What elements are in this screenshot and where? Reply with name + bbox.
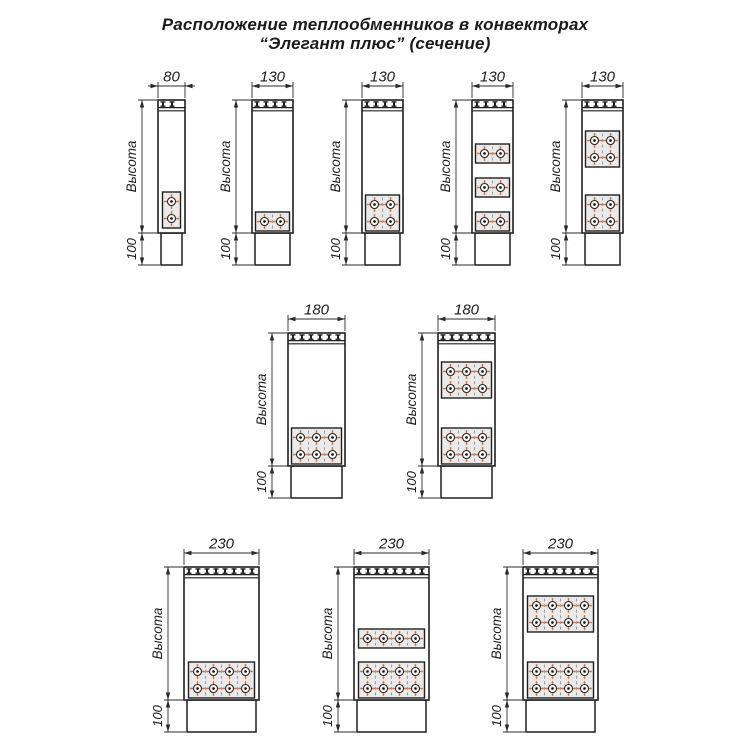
- dimension-arrow: [564, 258, 568, 266]
- heat-exchanger-block-3: [476, 144, 510, 163]
- height-dimension: [150, 567, 186, 700]
- width-dimension-label: 130: [259, 68, 286, 86]
- height-dimension: [218, 100, 254, 233]
- height-dimension-label: Высота: [404, 373, 419, 426]
- base-height-dimension: [218, 233, 254, 265]
- heat-exchanger-block-2: [528, 596, 594, 632]
- dimension-arrow: [616, 84, 624, 88]
- height-dimension: [404, 333, 440, 466]
- dimension-arrow: [338, 317, 346, 321]
- tube-core: [483, 152, 486, 155]
- tube-core: [567, 604, 570, 607]
- width-dimension-label: 130: [369, 68, 396, 86]
- dimension-arrow: [252, 551, 260, 555]
- dimension-arrow: [336, 693, 340, 701]
- width-dimension: [252, 69, 293, 99]
- tube-core: [449, 370, 452, 373]
- tube-core: [366, 687, 369, 690]
- dimension-arrow: [505, 725, 509, 733]
- convector-base: [291, 466, 342, 498]
- heat-exchanger-block-1: [476, 212, 510, 231]
- heat-exchanger-block-1: [292, 428, 342, 464]
- tube-core: [449, 387, 452, 390]
- heat-exchanger-block-1: [359, 629, 425, 648]
- heat-exchanger-block-2: [476, 178, 510, 197]
- tube-core: [583, 604, 586, 607]
- dimension-arrow: [140, 233, 144, 241]
- convector-section-180-6: [254, 302, 345, 499]
- base-height-label: 100: [150, 705, 165, 727]
- convector-section-180-7: [404, 302, 495, 499]
- width-dimension: [438, 302, 495, 332]
- tube-core: [481, 370, 484, 373]
- dimension-arrow: [344, 226, 348, 234]
- tube-core: [373, 203, 376, 206]
- dimension-arrow: [270, 459, 274, 467]
- tube-core: [535, 670, 538, 673]
- width-dimension-label: 230: [378, 535, 405, 553]
- tube-core: [465, 453, 468, 456]
- dimension-arrow: [336, 725, 340, 733]
- tube-core: [609, 220, 612, 223]
- tube-core: [499, 152, 502, 155]
- height-dimension-label: Высота: [254, 373, 269, 426]
- tube-core: [551, 621, 554, 624]
- base-height-dimension: [489, 700, 525, 732]
- heat-exchanger-block-1: [586, 195, 620, 231]
- dimension-arrow: [234, 100, 238, 108]
- tube-core: [414, 637, 417, 640]
- dimension-arrow: [234, 258, 238, 266]
- title-line-1: Расположение теплообменников в конвекторах: [161, 15, 589, 34]
- dimension-arrow: [591, 551, 599, 555]
- width-dimension-label: 180: [303, 301, 330, 319]
- convector-section-80-1: [124, 69, 195, 266]
- convector-base: [526, 700, 595, 732]
- convector-base: [441, 466, 492, 498]
- dimension-arrow: [505, 700, 509, 708]
- dimension-arrow: [166, 567, 170, 575]
- width-dimension: [184, 536, 259, 566]
- convector-base: [475, 233, 510, 265]
- heat-exchanger-block-1: [528, 662, 594, 698]
- dimension-arrow: [422, 551, 430, 555]
- width-dimension-label: 230: [208, 535, 235, 553]
- convector-section-130-4: [438, 69, 513, 266]
- convector-section-130-2: [218, 69, 293, 266]
- tube-core: [366, 670, 369, 673]
- height-dimension-label: Высота: [320, 607, 335, 660]
- tube-core: [583, 687, 586, 690]
- tube-core: [481, 387, 484, 390]
- dimension-arrow: [420, 491, 424, 499]
- dimension-arrow: [505, 567, 509, 575]
- tube-core: [593, 203, 596, 206]
- width-dimension: [362, 69, 403, 99]
- height-dimension: [254, 333, 290, 466]
- tube-core: [170, 200, 173, 203]
- tube-core: [535, 604, 538, 607]
- dimension-arrow: [184, 551, 192, 555]
- tube-core: [414, 687, 417, 690]
- dimension-arrow: [166, 700, 170, 708]
- tube-core: [499, 186, 502, 189]
- dimension-arrow: [396, 84, 404, 88]
- title-line-2: “Элегант плюс” (сечение): [259, 34, 491, 53]
- tube-core: [465, 436, 468, 439]
- dimension-arrow: [344, 233, 348, 241]
- tube-core: [583, 670, 586, 673]
- heat-exchanger-block-1: [256, 212, 290, 231]
- tube-core: [483, 186, 486, 189]
- base-height-dimension: [548, 233, 584, 265]
- height-dimension-label: Высота: [218, 140, 233, 193]
- tube-core: [279, 220, 282, 223]
- heat-exchanger-block-2: [359, 662, 425, 698]
- base-height-label: 100: [548, 238, 563, 260]
- tube-core: [382, 687, 385, 690]
- tube-core: [481, 453, 484, 456]
- base-height-dimension: [328, 233, 364, 265]
- tube-core: [551, 687, 554, 690]
- base-height-dimension: [320, 700, 356, 732]
- heat-exchanger-block-1: [366, 195, 400, 231]
- dimension-arrow: [582, 84, 590, 88]
- tube-core: [331, 453, 334, 456]
- tube-core: [170, 217, 173, 220]
- dimension-arrow: [270, 491, 274, 499]
- tube-core: [414, 670, 417, 673]
- convector-section-130-5: [548, 69, 623, 266]
- dimension-arrow: [523, 551, 531, 555]
- tube-core: [315, 453, 318, 456]
- dimension-arrow: [140, 226, 144, 234]
- tube-core: [244, 670, 247, 673]
- width-dimension: [354, 536, 429, 566]
- height-dimension-label: Высота: [438, 140, 453, 193]
- convector-base: [357, 700, 426, 732]
- convector-section-130-3: [328, 69, 403, 266]
- dimension-arrow: [270, 333, 274, 341]
- height-dimension: [320, 567, 356, 700]
- tube-core: [366, 637, 369, 640]
- width-dimension-label: 230: [547, 535, 574, 553]
- heat-exchanger-block-2: [442, 362, 492, 398]
- tube-core: [609, 156, 612, 159]
- convector-section-230-9: [320, 536, 429, 733]
- tube-core: [212, 670, 215, 673]
- tube-core: [212, 687, 215, 690]
- height-dimension-label: Высота: [489, 607, 504, 660]
- dimension-arrow: [454, 233, 458, 241]
- height-dimension-label: Высота: [328, 140, 343, 193]
- tube-core: [449, 436, 452, 439]
- height-dimension: [489, 567, 525, 700]
- base-height-label: 100: [124, 238, 139, 260]
- base-height-label: 100: [328, 238, 343, 260]
- height-dimension-label: Высота: [548, 140, 563, 193]
- tube-core: [551, 604, 554, 607]
- base-height-label: 100: [438, 238, 453, 260]
- dimension-arrow: [185, 84, 193, 88]
- width-dimension-label: 130: [479, 68, 506, 86]
- dimension-arrow: [488, 317, 496, 321]
- tube-core: [196, 670, 199, 673]
- dimension-arrow: [344, 100, 348, 108]
- base-height-dimension: [404, 466, 440, 498]
- tube-core: [389, 220, 392, 223]
- dimension-arrow: [454, 258, 458, 266]
- height-dimension: [328, 100, 364, 233]
- dimension-arrow: [166, 725, 170, 733]
- dimension-arrow: [420, 466, 424, 474]
- tube-core: [398, 687, 401, 690]
- tube-core: [481, 436, 484, 439]
- dimension-arrow: [564, 233, 568, 241]
- tube-core: [389, 203, 392, 206]
- dimension-arrow: [234, 226, 238, 234]
- tube-core: [535, 621, 538, 624]
- tube-core: [398, 670, 401, 673]
- dimension-arrow: [362, 84, 370, 88]
- tube-core: [373, 220, 376, 223]
- tube-core: [609, 139, 612, 142]
- height-dimension: [438, 100, 474, 233]
- tube-core: [299, 436, 302, 439]
- convector-base: [365, 233, 400, 265]
- dimension-arrow: [344, 258, 348, 266]
- tube-core: [398, 637, 401, 640]
- tube-core: [567, 621, 570, 624]
- width-dimension: [472, 69, 513, 99]
- tube-core: [483, 220, 486, 223]
- base-height-label: 100: [218, 238, 233, 260]
- dimension-arrow: [454, 226, 458, 234]
- dimension-arrow: [420, 459, 424, 467]
- width-dimension: [148, 69, 195, 99]
- base-height-dimension: [124, 233, 160, 265]
- dimension-arrow: [564, 100, 568, 108]
- convector-base: [161, 233, 182, 265]
- convector-base: [187, 700, 256, 732]
- dimension-arrow: [420, 333, 424, 341]
- width-dimension: [523, 536, 598, 566]
- width-dimension: [288, 302, 345, 332]
- tube-core: [299, 453, 302, 456]
- dimension-arrow: [286, 84, 294, 88]
- tube-core: [499, 220, 502, 223]
- heat-exchanger-block-1: [189, 662, 255, 698]
- base-height-dimension: [254, 466, 290, 498]
- tube-core: [567, 670, 570, 673]
- dimension-arrow: [252, 84, 260, 88]
- tube-core: [196, 687, 199, 690]
- dimension-arrow: [505, 693, 509, 701]
- tube-core: [228, 687, 231, 690]
- dimension-arrow: [354, 551, 362, 555]
- base-height-label: 100: [254, 471, 269, 493]
- tube-core: [382, 637, 385, 640]
- dimension-arrow: [166, 693, 170, 701]
- heat-exchanger-block-1: [442, 428, 492, 464]
- tube-core: [382, 670, 385, 673]
- convector-section-230-10: [489, 536, 598, 733]
- convector-section-230-8: [150, 536, 259, 733]
- tube-core: [228, 670, 231, 673]
- dimension-arrow: [336, 567, 340, 575]
- width-dimension: [582, 69, 623, 99]
- heat-exchanger-block-1: [163, 192, 181, 228]
- dimension-arrow: [454, 100, 458, 108]
- tube-core: [609, 203, 612, 206]
- dimension-arrow: [270, 466, 274, 474]
- tube-core: [263, 220, 266, 223]
- tube-core: [593, 156, 596, 159]
- tube-core: [535, 687, 538, 690]
- tube-core: [331, 436, 334, 439]
- tube-core: [593, 139, 596, 142]
- tube-core: [465, 387, 468, 390]
- base-height-dimension: [438, 233, 474, 265]
- dimension-arrow: [140, 100, 144, 108]
- convector-base: [585, 233, 620, 265]
- dimension-arrow: [438, 317, 446, 321]
- dimension-arrow: [472, 84, 480, 88]
- tube-core: [593, 220, 596, 223]
- base-height-label: 100: [489, 705, 504, 727]
- height-dimension-label: Высота: [150, 607, 165, 660]
- tube-core: [551, 670, 554, 673]
- dimension-arrow: [506, 84, 514, 88]
- height-dimension-label: Высота: [124, 140, 139, 193]
- base-height-label: 100: [320, 705, 335, 727]
- base-height-dimension: [150, 700, 186, 732]
- dimension-arrow: [564, 226, 568, 234]
- tube-core: [465, 370, 468, 373]
- height-dimension: [124, 100, 160, 233]
- base-height-label: 100: [404, 471, 419, 493]
- convector-base: [255, 233, 290, 265]
- dimension-arrow: [288, 317, 296, 321]
- tube-core: [449, 453, 452, 456]
- dimension-arrow: [234, 233, 238, 241]
- height-dimension: [548, 100, 584, 233]
- tube-core: [583, 621, 586, 624]
- dimension-arrow: [336, 700, 340, 708]
- width-dimension-label: 80: [163, 68, 180, 86]
- tube-core: [567, 687, 570, 690]
- width-dimension-label: 180: [453, 301, 480, 319]
- width-dimension-label: 130: [589, 68, 616, 86]
- heat-exchanger-block-2: [586, 131, 620, 167]
- tube-core: [244, 687, 247, 690]
- tube-core: [315, 436, 318, 439]
- dimension-arrow: [151, 84, 159, 88]
- dimension-arrow: [140, 258, 144, 266]
